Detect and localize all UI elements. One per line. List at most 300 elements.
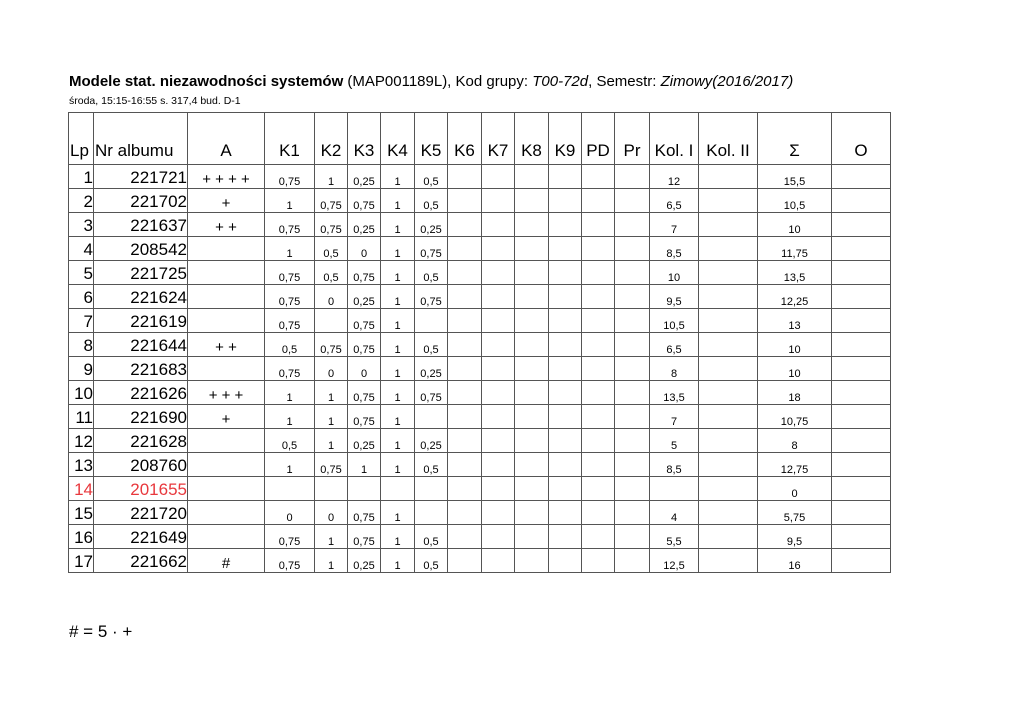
quiz-score-cell: 0,25: [348, 165, 381, 189]
quiz-score-cell: 1: [315, 525, 348, 549]
pd-cell: [582, 381, 615, 405]
quiz-score-cell: [265, 477, 315, 501]
quiz-score-cell: 1: [381, 165, 415, 189]
pd-cell: [582, 285, 615, 309]
sum-cell: 11,75: [758, 237, 832, 261]
quiz-score-cell: [549, 549, 582, 573]
quiz-score-cell: 0,75: [315, 213, 348, 237]
quiz-score-cell: 1: [381, 309, 415, 333]
quiz-score-cell: [415, 309, 448, 333]
quiz-score-cell: 1: [348, 453, 381, 477]
quiz-score-cell: 1: [381, 189, 415, 213]
quiz-score-cell: 1: [381, 549, 415, 573]
pr-cell: [615, 309, 650, 333]
activity-cell: [188, 357, 265, 381]
quiz-score-cell: 0,75: [315, 333, 348, 357]
quiz-score-cell: [515, 405, 549, 429]
table-row: [69, 549, 891, 573]
column-header: Pr: [615, 113, 650, 165]
album-number-cell: 208760: [94, 453, 188, 477]
kol1-cell: 7: [650, 213, 699, 237]
kol2-cell: [699, 525, 758, 549]
row-number-cell: 13: [69, 453, 94, 477]
quiz-score-cell: [549, 261, 582, 285]
sum-cell: 10,75: [758, 405, 832, 429]
table-row: [69, 333, 891, 357]
quiz-score-cell: [482, 501, 515, 525]
row-number-cell: 16: [69, 525, 94, 549]
kol2-cell: [699, 549, 758, 573]
quiz-score-cell: [549, 213, 582, 237]
quiz-score-cell: [515, 381, 549, 405]
grade-cell: [832, 453, 891, 477]
activity-cell: [188, 237, 265, 261]
quiz-score-cell: 1: [381, 333, 415, 357]
column-header: K2: [315, 113, 348, 165]
quiz-score-cell: [315, 477, 348, 501]
quiz-score-cell: 1: [315, 429, 348, 453]
kol1-cell: 7: [650, 405, 699, 429]
quiz-score-cell: 1: [381, 501, 415, 525]
quiz-score-cell: [482, 333, 515, 357]
column-header: Kol. I: [650, 113, 699, 165]
kol2-cell: [699, 237, 758, 261]
quiz-score-cell: 0: [348, 357, 381, 381]
quiz-score-cell: 0,75: [265, 261, 315, 285]
quiz-score-cell: [515, 453, 549, 477]
kol1-cell: 8,5: [650, 237, 699, 261]
pd-cell: [582, 453, 615, 477]
activity-cell: [188, 429, 265, 453]
quiz-score-cell: 0,25: [415, 357, 448, 381]
quiz-score-cell: [448, 429, 482, 453]
sum-cell: 12,75: [758, 453, 832, 477]
quiz-score-cell: [515, 333, 549, 357]
kol2-cell: [699, 357, 758, 381]
pd-cell: [582, 429, 615, 453]
row-number-cell: 10: [69, 381, 94, 405]
quiz-score-cell: 1: [381, 285, 415, 309]
sum-cell: 10: [758, 357, 832, 381]
quiz-score-cell: [515, 429, 549, 453]
quiz-score-cell: [515, 237, 549, 261]
quiz-score-cell: [549, 333, 582, 357]
grade-cell: [832, 405, 891, 429]
pd-cell: [582, 477, 615, 501]
quiz-score-cell: 0,75: [315, 189, 348, 213]
kol1-cell: 5,5: [650, 525, 699, 549]
pr-cell: [615, 429, 650, 453]
column-header: A: [188, 113, 265, 165]
pd-cell: [582, 405, 615, 429]
kol1-cell: [650, 477, 699, 501]
pr-cell: [615, 549, 650, 573]
quiz-score-cell: [415, 501, 448, 525]
semester-value: Zimowy(2016/2017): [660, 73, 794, 90]
quiz-score-cell: 1: [265, 237, 315, 261]
row-number-cell: 9: [69, 357, 94, 381]
quiz-score-cell: 0,75: [348, 525, 381, 549]
kol2-cell: [699, 405, 758, 429]
row-number-cell: 11: [69, 405, 94, 429]
table-row: [69, 285, 891, 309]
quiz-score-cell: 0,25: [348, 429, 381, 453]
row-number-cell: 4: [69, 237, 94, 261]
quiz-score-cell: 0,25: [348, 549, 381, 573]
album-number-cell: 208542: [94, 237, 188, 261]
quiz-score-cell: [549, 453, 582, 477]
quiz-score-cell: [381, 477, 415, 501]
quiz-score-cell: [549, 165, 582, 189]
quiz-score-cell: [448, 309, 482, 333]
kol1-cell: 12,5: [650, 549, 699, 573]
quiz-score-cell: [482, 381, 515, 405]
row-number-cell: 7: [69, 309, 94, 333]
quiz-score-cell: [482, 165, 515, 189]
pr-cell: [615, 381, 650, 405]
quiz-score-cell: [448, 165, 482, 189]
quiz-score-cell: [549, 405, 582, 429]
album-number-cell: 221721: [94, 165, 188, 189]
quiz-score-cell: [549, 285, 582, 309]
quiz-score-cell: [448, 453, 482, 477]
quiz-score-cell: 0,25: [348, 213, 381, 237]
pd-cell: [582, 501, 615, 525]
quiz-score-cell: [482, 549, 515, 573]
quiz-score-cell: 1: [315, 549, 348, 573]
quiz-score-cell: [448, 477, 482, 501]
row-number-cell: 8: [69, 333, 94, 357]
quiz-score-cell: 0,75: [265, 549, 315, 573]
grade-cell: [832, 477, 891, 501]
activity-cell: + +: [188, 333, 265, 357]
table-row: [69, 213, 891, 237]
album-number-cell: 221690: [94, 405, 188, 429]
quiz-score-cell: [415, 477, 448, 501]
pd-cell: [582, 357, 615, 381]
column-header: Nr albumu: [94, 113, 188, 165]
column-header: O: [832, 113, 891, 165]
activity-cell: + +: [188, 213, 265, 237]
table-body: [69, 165, 891, 573]
quiz-score-cell: 1: [265, 189, 315, 213]
grade-cell: [832, 501, 891, 525]
album-number-cell: 221624: [94, 285, 188, 309]
activity-cell: [188, 477, 265, 501]
quiz-score-cell: [482, 213, 515, 237]
sum-cell: 13,5: [758, 261, 832, 285]
quiz-score-cell: [549, 501, 582, 525]
pr-cell: [615, 189, 650, 213]
table-row: [69, 501, 891, 525]
quiz-score-cell: [515, 477, 549, 501]
grades-table: [68, 112, 891, 573]
quiz-score-cell: 0,75: [348, 405, 381, 429]
sum-cell: 8: [758, 429, 832, 453]
kol2-cell: [699, 285, 758, 309]
quiz-score-cell: 0: [315, 357, 348, 381]
column-header: Σ: [758, 113, 832, 165]
sum-cell: 15,5: [758, 165, 832, 189]
activity-cell: [188, 501, 265, 525]
quiz-score-cell: 0,75: [265, 165, 315, 189]
quiz-score-cell: 0,75: [265, 285, 315, 309]
quiz-score-cell: [515, 285, 549, 309]
grade-cell: [832, 333, 891, 357]
kol1-cell: 10,5: [650, 309, 699, 333]
quiz-score-cell: [448, 333, 482, 357]
pd-cell: [582, 237, 615, 261]
quiz-score-cell: 0,5: [315, 261, 348, 285]
quiz-score-cell: 0,5: [415, 525, 448, 549]
column-header: K1: [265, 113, 315, 165]
quiz-score-cell: 0,75: [348, 189, 381, 213]
quiz-score-cell: 0,75: [415, 381, 448, 405]
grade-cell: [832, 261, 891, 285]
quiz-score-cell: 0,75: [265, 357, 315, 381]
column-header: K9: [549, 113, 582, 165]
quiz-score-cell: 0,75: [348, 333, 381, 357]
pr-cell: [615, 501, 650, 525]
table-row: [69, 381, 891, 405]
quiz-score-cell: 1: [265, 453, 315, 477]
kol1-cell: 6,5: [650, 333, 699, 357]
column-header: Kol. II: [699, 113, 758, 165]
quiz-score-cell: [482, 285, 515, 309]
quiz-score-cell: 1: [381, 525, 415, 549]
kol2-cell: [699, 165, 758, 189]
quiz-score-cell: [515, 501, 549, 525]
column-header: K8: [515, 113, 549, 165]
album-number-cell: 221644: [94, 333, 188, 357]
quiz-score-cell: [515, 189, 549, 213]
quiz-score-cell: [482, 429, 515, 453]
quiz-score-cell: 0: [315, 285, 348, 309]
quiz-score-cell: 1: [381, 405, 415, 429]
activity-cell: [188, 261, 265, 285]
row-number-cell: 3: [69, 213, 94, 237]
table-row: [69, 405, 891, 429]
quiz-score-cell: [448, 237, 482, 261]
activity-cell: #: [188, 549, 265, 573]
pd-cell: [582, 165, 615, 189]
table-row: [69, 261, 891, 285]
quiz-score-cell: 0,75: [348, 381, 381, 405]
column-header: K7: [482, 113, 515, 165]
quiz-score-cell: 0,25: [415, 429, 448, 453]
quiz-score-cell: 0,75: [348, 309, 381, 333]
pr-cell: [615, 213, 650, 237]
quiz-score-cell: [482, 405, 515, 429]
quiz-score-cell: [515, 549, 549, 573]
activity-cell: [188, 309, 265, 333]
quiz-score-cell: [448, 189, 482, 213]
quiz-score-cell: [482, 189, 515, 213]
pd-cell: [582, 213, 615, 237]
album-number-cell: 221619: [94, 309, 188, 333]
course-name: Modele stat. niezawodności systemów: [69, 73, 344, 90]
sum-cell: 5,75: [758, 501, 832, 525]
kol1-cell: 4: [650, 501, 699, 525]
table-row: [69, 429, 891, 453]
album-number-cell: 221720: [94, 501, 188, 525]
quiz-score-cell: 0,75: [348, 501, 381, 525]
album-number-cell: 221628: [94, 429, 188, 453]
quiz-score-cell: 0,25: [415, 213, 448, 237]
quiz-score-cell: [549, 477, 582, 501]
quiz-score-cell: 1: [381, 237, 415, 261]
quiz-score-cell: 1: [315, 381, 348, 405]
pr-cell: [615, 477, 650, 501]
quiz-score-cell: [482, 309, 515, 333]
pr-cell: [615, 261, 650, 285]
quiz-score-cell: [348, 477, 381, 501]
kol2-cell: [699, 429, 758, 453]
quiz-score-cell: 0,5: [415, 189, 448, 213]
quiz-score-cell: [482, 525, 515, 549]
quiz-score-cell: [448, 285, 482, 309]
quiz-score-cell: 0,5: [415, 453, 448, 477]
quiz-score-cell: [482, 261, 515, 285]
kol1-cell: 13,5: [650, 381, 699, 405]
quiz-score-cell: [448, 501, 482, 525]
table-row: [69, 357, 891, 381]
quiz-score-cell: [482, 477, 515, 501]
row-number-cell: 6: [69, 285, 94, 309]
quiz-score-cell: [515, 309, 549, 333]
sum-cell: 13: [758, 309, 832, 333]
kol1-cell: 8: [650, 357, 699, 381]
grade-cell: [832, 357, 891, 381]
kol2-cell: [699, 261, 758, 285]
quiz-score-cell: 0,75: [315, 453, 348, 477]
quiz-score-cell: 0,75: [348, 261, 381, 285]
quiz-score-cell: 0,5: [265, 429, 315, 453]
header-row: [69, 113, 891, 165]
kol1-cell: 12: [650, 165, 699, 189]
album-number-cell: 201655: [94, 477, 188, 501]
pd-cell: [582, 309, 615, 333]
quiz-score-cell: 1: [381, 357, 415, 381]
table-row: [69, 477, 891, 501]
quiz-score-cell: 0,75: [265, 213, 315, 237]
pd-cell: [582, 333, 615, 357]
sum-cell: 10: [758, 213, 832, 237]
pr-cell: [615, 405, 650, 429]
quiz-score-cell: [549, 429, 582, 453]
pd-cell: [582, 525, 615, 549]
activity-cell: + + + +: [188, 165, 265, 189]
album-number-cell: 221683: [94, 357, 188, 381]
quiz-score-cell: 0,5: [415, 549, 448, 573]
course-code: (MAP001189L), Kod grupy:: [347, 73, 533, 90]
pd-cell: [582, 261, 615, 285]
kol2-cell: [699, 381, 758, 405]
quiz-score-cell: 1: [381, 213, 415, 237]
sum-cell: 18: [758, 381, 832, 405]
quiz-score-cell: 0,5: [415, 165, 448, 189]
sum-cell: 16: [758, 549, 832, 573]
table-row: [69, 237, 891, 261]
schedule-line: środa, 15:15-16:55 s. 317,4 bud. D-1: [69, 95, 241, 107]
quiz-score-cell: 1: [381, 453, 415, 477]
pr-cell: [615, 357, 650, 381]
quiz-score-cell: [549, 309, 582, 333]
activity-cell: +: [188, 189, 265, 213]
sum-cell: 10,5: [758, 189, 832, 213]
kol1-cell: 8,5: [650, 453, 699, 477]
grade-cell: [832, 165, 891, 189]
table-row: [69, 453, 891, 477]
row-number-cell: 2: [69, 189, 94, 213]
quiz-score-cell: [549, 381, 582, 405]
kol2-cell: [699, 501, 758, 525]
row-number-cell: 14: [69, 477, 94, 501]
quiz-score-cell: 1: [265, 381, 315, 405]
table-row: [69, 189, 891, 213]
album-number-cell: 221702: [94, 189, 188, 213]
quiz-score-cell: 0,75: [265, 525, 315, 549]
sum-cell: 9,5: [758, 525, 832, 549]
pr-cell: [615, 165, 650, 189]
quiz-score-cell: [515, 261, 549, 285]
group-code: T00-72d: [532, 73, 589, 90]
row-number-cell: 17: [69, 549, 94, 573]
quiz-score-cell: [448, 357, 482, 381]
quiz-score-cell: [549, 525, 582, 549]
quiz-score-cell: 0,5: [315, 237, 348, 261]
quiz-score-cell: 0: [265, 501, 315, 525]
grade-cell: [832, 381, 891, 405]
quiz-score-cell: [549, 357, 582, 381]
quiz-score-cell: 0,75: [415, 285, 448, 309]
quiz-score-cell: 0: [315, 501, 348, 525]
grade-cell: [832, 309, 891, 333]
quiz-score-cell: [515, 213, 549, 237]
kol2-cell: [699, 189, 758, 213]
quiz-score-cell: 1: [315, 405, 348, 429]
album-number-cell: 221649: [94, 525, 188, 549]
quiz-score-cell: 1: [381, 429, 415, 453]
table-row: [69, 165, 891, 189]
kol2-cell: [699, 213, 758, 237]
kol1-cell: 6,5: [650, 189, 699, 213]
quiz-score-cell: [315, 309, 348, 333]
quiz-score-cell: [515, 525, 549, 549]
column-header: PD: [582, 113, 615, 165]
quiz-score-cell: [448, 261, 482, 285]
table-row: [69, 309, 891, 333]
quiz-score-cell: [549, 189, 582, 213]
sum-cell: 12,25: [758, 285, 832, 309]
row-number-cell: 15: [69, 501, 94, 525]
quiz-score-cell: [549, 237, 582, 261]
quiz-score-cell: 0,75: [265, 309, 315, 333]
document-header: [69, 72, 793, 108]
column-header: K6: [448, 113, 482, 165]
quiz-score-cell: 1: [381, 261, 415, 285]
pr-cell: [615, 525, 650, 549]
activity-cell: [188, 525, 265, 549]
quiz-score-cell: 0,75: [415, 237, 448, 261]
activity-cell: [188, 285, 265, 309]
sum-cell: 0: [758, 477, 832, 501]
quiz-score-cell: [415, 405, 448, 429]
quiz-score-cell: [515, 165, 549, 189]
grade-cell: [832, 285, 891, 309]
activity-cell: +: [188, 405, 265, 429]
column-header: Lp: [69, 113, 94, 165]
